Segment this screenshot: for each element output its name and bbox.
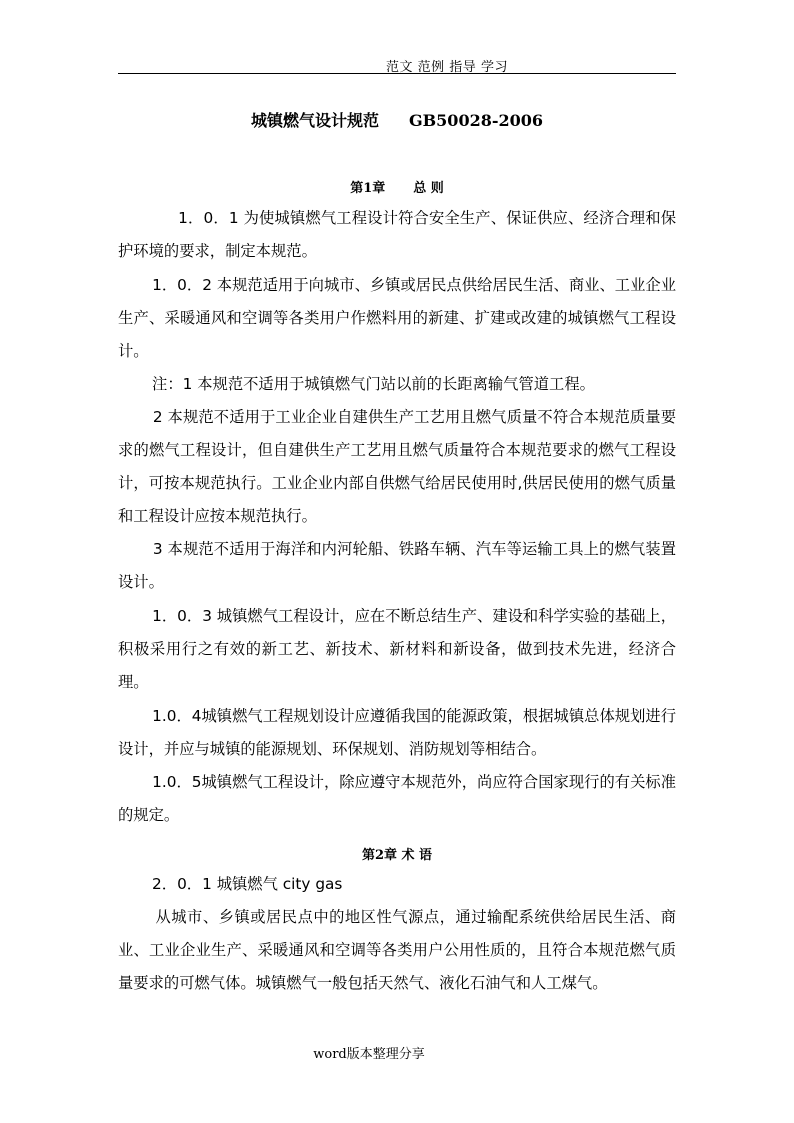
clause-2-0-1: 2．0．1 城镇燃气 city gas bbox=[118, 875, 343, 893]
chapter-1-label: 第1章 bbox=[350, 181, 386, 196]
definition-city-gas: 从城市、乡镇或居民点中的地区性气源点，通过输配系统供给居民生活、商业、工业企业生产、采暖通风和空调等各类用户公用性质的，且符合本规范燃气质量要求的可燃气体。城镇燃气一般包括天然气、液化石油气和人工煤气。 bbox=[118, 908, 676, 992]
document-title-name: 城镇燃气设计规范 bbox=[250, 111, 379, 130]
chapter-1-name: 总 则 bbox=[413, 181, 444, 196]
note-2: 2 本规范不适用于工业企业自建供生产工艺用且燃气质量不符合本规范质量要求的燃气工程设计，但自建供生产工艺用且燃气质量符合本规范要求的燃气工程设计，可按本规范执行。工业企业内部自供燃气给居民使用时,供居民使用的燃气质量和工程设计应按本规范执行。 bbox=[118, 408, 676, 525]
clause-1-0-3: 1．0．3 城镇燃气工程设计，应在不断总结生产、建设和科学实验的基础上，积极采用行之有效的新工艺、新技术、新材料和新设备，做到技术先进，经济合理。 bbox=[118, 607, 676, 691]
chapter-1-heading bbox=[0, 177, 794, 196]
clause-1-0-5: 1.0．5城镇燃气工程设计，除应遵守本规范外，尚应符合国家现行的有关标准的规定。 bbox=[118, 773, 676, 824]
page-footer: word版本整理分享 bbox=[313, 1047, 425, 1062]
document-title bbox=[0, 108, 794, 131]
chapter-2-heading: 第2章 术 语 bbox=[361, 848, 433, 863]
clause-1-0-4: 1.0．4城镇燃气工程规划设计应遵循我国的能源政策，根据城镇总体规划进行设计，并应与城镇的能源规划、环保规划、消防规划等相结合。 bbox=[118, 707, 676, 758]
note-3: 3 本规范不适用于海洋和内河轮船、铁路车辆、汽车等运输工具上的燃气装置设计。 bbox=[118, 540, 676, 591]
clause-1-0-2: 1．0．2 本规范适用于向城市、乡镇或居民点供给居民生活、商业、工业企业生产、采暖通风和空调等各类用户作燃料用的新建、扩建或改建的城镇燃气工程设计。 bbox=[118, 276, 676, 360]
header-divider bbox=[118, 73, 676, 74]
page-header: 范文 范例 指导 学习 bbox=[386, 60, 508, 75]
note-1: 注：1 本规范不适用于城镇燃气门站以前的长距离输气管道工程。 bbox=[118, 375, 595, 393]
clause-1-0-1: 1．0．1 为使城镇燃气工程设计符合安全生产、保证供应、经济合理和保护环境的要求，制定本规范。 bbox=[118, 209, 676, 260]
document-title-code: GB50028-2006 bbox=[408, 111, 544, 130]
